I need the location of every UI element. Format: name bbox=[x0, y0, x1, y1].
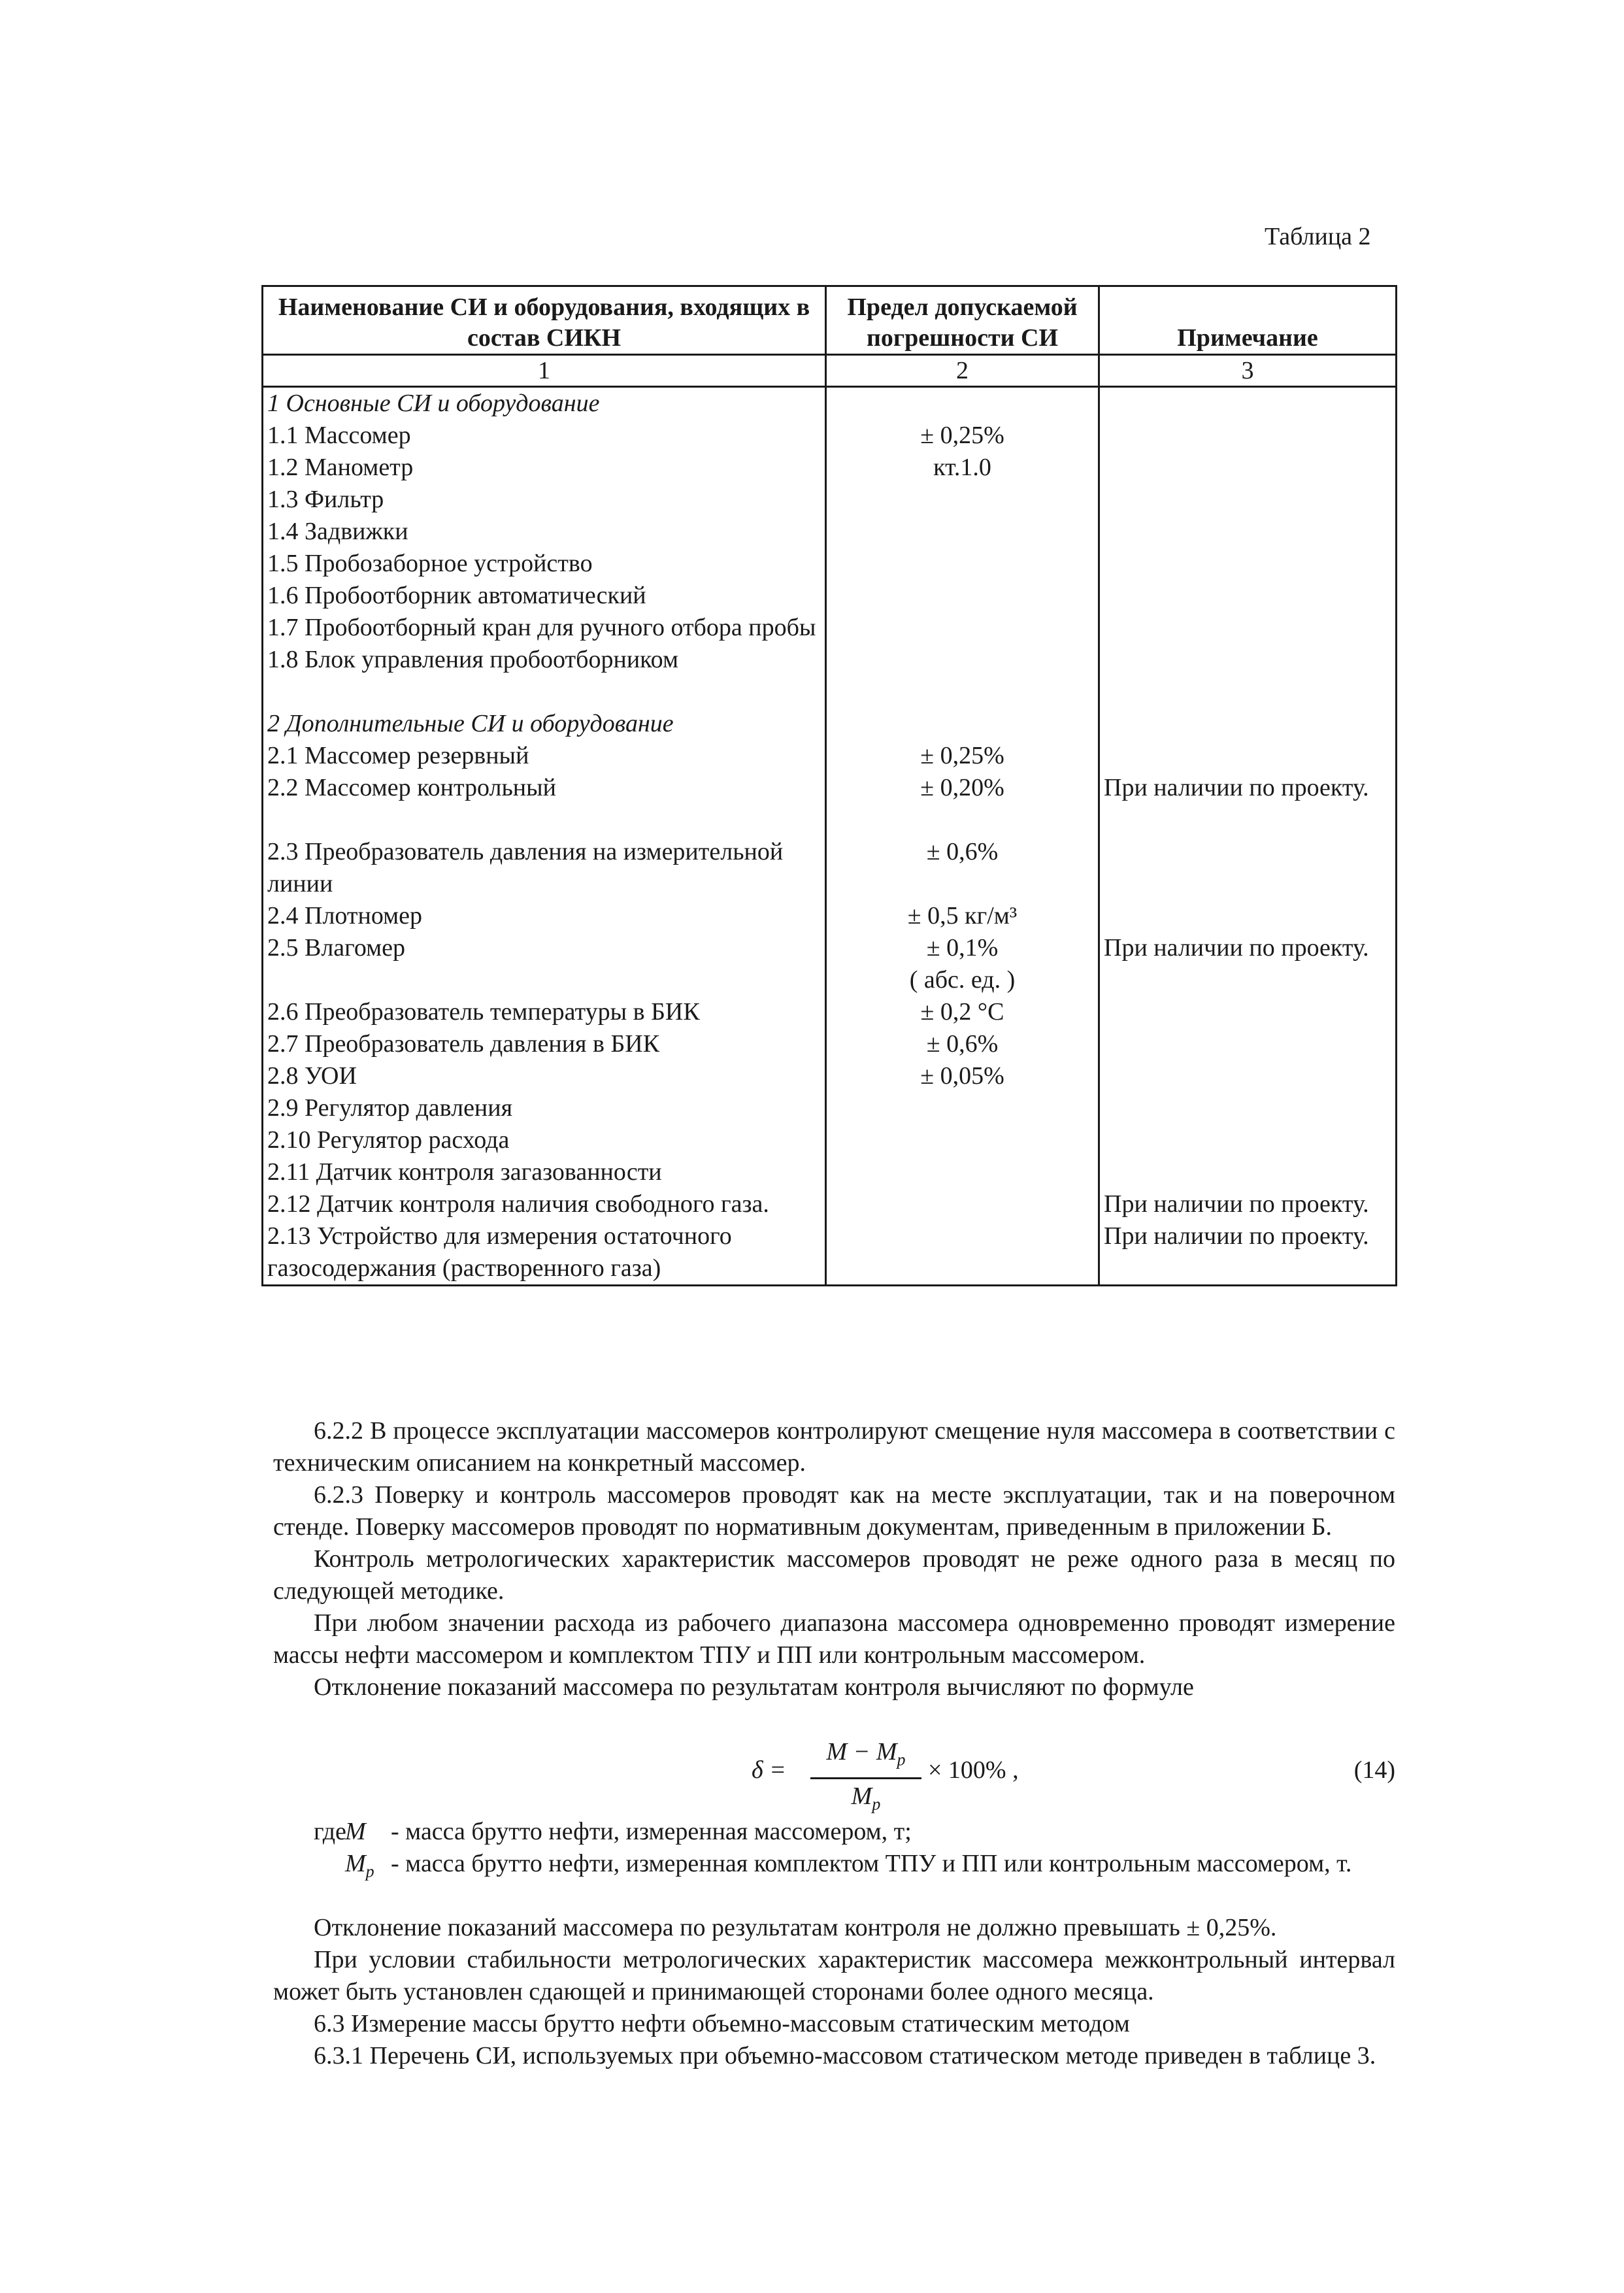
formula-14 bbox=[752, 1737, 1395, 1814]
item-name: 1.3 Фильтр bbox=[263, 484, 826, 516]
header-error: Предел допускаемой погрешности СИ bbox=[826, 286, 1099, 355]
fraction-bar bbox=[810, 1777, 921, 1779]
item-error bbox=[826, 580, 1099, 612]
item-error: ± 0,2 °С bbox=[826, 996, 1099, 1028]
formula-fraction bbox=[810, 1737, 921, 1818]
table-row bbox=[263, 1060, 1397, 1092]
header-note: Примечание bbox=[1099, 286, 1397, 355]
item-error-unit: ( абс. ед. ) bbox=[909, 966, 1016, 994]
symbol-text: M bbox=[345, 1850, 366, 1877]
item-note: При наличии по проекту. bbox=[1099, 772, 1397, 804]
item-name: 2.6 Преобразователь температуры в БИК bbox=[263, 996, 826, 1028]
equation-number: (14) bbox=[1353, 1756, 1395, 1784]
item-error bbox=[826, 1124, 1099, 1156]
item-note: При наличии по проекту. bbox=[1099, 1220, 1397, 1286]
item-name: 2.2 Массомер контрольный bbox=[263, 772, 826, 804]
item-error bbox=[826, 644, 1099, 676]
spacer-row bbox=[263, 676, 1397, 708]
table-row bbox=[263, 1028, 1397, 1060]
formula-lhs: δ = bbox=[752, 1756, 786, 1784]
paragraph: 6.3.1 Перечень СИ, используемых при объемно-массовом статическом методе приведен в таблице 3. bbox=[314, 2042, 1376, 2069]
item-error: ± 0,05% bbox=[826, 1060, 1099, 1092]
item-note bbox=[1099, 580, 1397, 612]
item-error: ± 0,25% bbox=[826, 740, 1099, 772]
equipment-table bbox=[261, 285, 1397, 1286]
definition-text: - масса брутто нефти, измеренная массомером, т; bbox=[391, 1818, 912, 1845]
col-number-3: 3 bbox=[1099, 355, 1397, 387]
item-error: ± 0,5 кг/м³ bbox=[826, 900, 1099, 932]
definition-symbol bbox=[332, 1816, 391, 1848]
table-row bbox=[263, 548, 1397, 580]
item-note bbox=[1099, 1028, 1397, 1060]
paragraph: Отклонение показаний массомера по результатам контроля вычисляют по формуле bbox=[314, 1673, 1194, 1701]
item-error bbox=[826, 1092, 1099, 1124]
table-row bbox=[263, 996, 1397, 1028]
header-name: Наименование СИ и оборудования, входящих в состав СИКН bbox=[263, 286, 826, 355]
table-row bbox=[263, 644, 1397, 676]
formula-numerator bbox=[810, 1737, 921, 1775]
item-note bbox=[1099, 644, 1397, 676]
item-note bbox=[1099, 420, 1397, 452]
table-row bbox=[263, 420, 1397, 452]
item-error bbox=[826, 516, 1099, 548]
definition-lead-blank bbox=[273, 1848, 332, 1888]
section-title: 2 Дополнительные СИ и оборудование bbox=[263, 708, 826, 740]
item-error bbox=[826, 1220, 1099, 1286]
table-row bbox=[263, 516, 1397, 548]
section-row bbox=[263, 387, 1397, 420]
body-text-continued bbox=[273, 1912, 1395, 2072]
paragraph: Отклонение показаний массомера по результатам контроля не должно превышать ± 0,25%. bbox=[314, 1914, 1277, 1941]
item-note bbox=[1099, 1156, 1397, 1188]
item-error: ± 0,6% bbox=[826, 836, 1099, 900]
item-error: ± 0,25% bbox=[826, 420, 1099, 452]
item-note bbox=[1099, 836, 1397, 900]
symbol-text: M bbox=[345, 1818, 366, 1845]
item-note bbox=[1099, 740, 1397, 772]
item-note bbox=[1099, 548, 1397, 580]
item-name: 1.2 Манометр bbox=[263, 452, 826, 484]
formula-definitions bbox=[273, 1816, 1395, 1888]
item-error: ± 0,20% bbox=[826, 772, 1099, 804]
item-name: 2.11 Датчик контроля загазованности bbox=[263, 1156, 826, 1188]
item-error bbox=[826, 1156, 1099, 1188]
item-name: 2.5 Влагомер bbox=[263, 932, 826, 996]
table-row bbox=[263, 452, 1397, 484]
paragraph: При условии стабильности метрологических характеристик массомера межконтрольный интервал может быть установлен сдающей и принимающей сторонами более одного месяца. bbox=[273, 1946, 1395, 2005]
item-name: 1.4 Задвижки bbox=[263, 516, 826, 548]
spacer-row bbox=[263, 804, 1397, 836]
table-row bbox=[263, 1124, 1397, 1156]
item-name: 1.8 Блок управления пробоотборником bbox=[263, 644, 826, 676]
item-error bbox=[826, 548, 1099, 580]
item-note: При наличии по проекту. bbox=[1099, 932, 1397, 996]
denominator-sub: p bbox=[872, 1794, 881, 1814]
item-error bbox=[826, 484, 1099, 516]
table-row bbox=[263, 1220, 1397, 1286]
item-error bbox=[826, 1188, 1099, 1220]
item-name: 2.7 Преобразователь давления в БИК bbox=[263, 1028, 826, 1060]
item-error bbox=[826, 932, 1099, 996]
formula-rhs: × 100% , bbox=[928, 1756, 1019, 1784]
table-row bbox=[263, 836, 1397, 900]
item-name: 2.13 Устройство для измерения остаточного газосодержания (растворенного газа) bbox=[263, 1220, 826, 1286]
definition-row bbox=[273, 1848, 1395, 1888]
item-name: 2.4 Плотномер bbox=[263, 900, 826, 932]
symbol-sub: p bbox=[365, 1862, 374, 1881]
numerator-sub: p bbox=[897, 1750, 906, 1769]
item-name: 2.1 Массомер резервный bbox=[263, 740, 826, 772]
item-note: При наличии по проекту. bbox=[1099, 1188, 1397, 1220]
item-error: кт.1.0 bbox=[826, 452, 1099, 484]
definition-row bbox=[273, 1816, 1395, 1848]
item-note bbox=[1099, 452, 1397, 484]
table-row bbox=[263, 932, 1397, 996]
item-note bbox=[1099, 1060, 1397, 1092]
table-row bbox=[263, 1092, 1397, 1124]
table-row bbox=[263, 580, 1397, 612]
col-number-2: 2 bbox=[826, 355, 1099, 387]
paragraph: Контроль метрологических характеристик массомеров проводят не реже одного раза в месяц по следующей методике. bbox=[273, 1545, 1395, 1605]
item-note bbox=[1099, 996, 1397, 1028]
definition-symbol bbox=[332, 1848, 391, 1888]
item-note bbox=[1099, 484, 1397, 516]
item-name: 1.6 Пробоотборник автоматический bbox=[263, 580, 826, 612]
item-error bbox=[826, 612, 1099, 644]
item-note bbox=[1099, 1124, 1397, 1156]
item-name: 1.1 Массомер bbox=[263, 420, 826, 452]
table-caption: Таблица 2 bbox=[1265, 223, 1371, 250]
item-name: 2.9 Регулятор давления bbox=[263, 1092, 826, 1124]
table-row bbox=[263, 772, 1397, 804]
body-text bbox=[273, 1415, 1395, 1703]
paragraph: 6.3 Измерение массы брутто нефти объемно-массовым статическим методом bbox=[314, 2010, 1130, 2037]
paragraph: 6.2.2 В процессе эксплуатации массомеров контролируют смещение нуля массомера в соответствии с техническим описанием на конкретный массомер. bbox=[273, 1417, 1395, 1477]
item-note bbox=[1099, 900, 1397, 932]
item-name: 2.8 УОИ bbox=[263, 1060, 826, 1092]
column-number-row bbox=[263, 355, 1397, 387]
item-name: 2.3 Преобразователь давления на измерительной линии bbox=[263, 836, 826, 900]
section-row bbox=[263, 708, 1397, 740]
item-note bbox=[1099, 516, 1397, 548]
table-row bbox=[263, 612, 1397, 644]
item-note bbox=[1099, 1092, 1397, 1124]
definition-lead: где bbox=[314, 1818, 346, 1845]
definition-text: - масса брутто нефти, измеренная комплектом ТПУ и ПП или контрольным массомером, т. bbox=[391, 1850, 1352, 1877]
item-error: ± 0,6% bbox=[826, 1028, 1099, 1060]
item-name: 1.5 Пробозаборное устройство bbox=[263, 548, 826, 580]
denominator-text: M bbox=[851, 1782, 872, 1810]
col-number-1: 1 bbox=[263, 355, 826, 387]
section-title: 1 Основные СИ и оборудование bbox=[263, 387, 826, 420]
table-row bbox=[263, 1188, 1397, 1220]
table-row bbox=[263, 484, 1397, 516]
table-row bbox=[263, 740, 1397, 772]
paragraph: При любом значении расхода из рабочего диапазона массомера одновременно проводят измерение массы нефти массомером и комплектом ТПУ и ПП или контрольным массомером. bbox=[273, 1609, 1395, 1669]
item-error-value: ± 0,1% bbox=[926, 934, 999, 962]
paragraph: 6.2.3 Поверку и контроль массомеров проводят как на месте эксплуатации, так и на поверочном стенде. Поверку массомеров проводят по нормативным документам, приведенным в приложении Б. bbox=[273, 1481, 1395, 1541]
formula-denominator bbox=[810, 1782, 921, 1819]
item-name: 2.10 Регулятор расхода bbox=[263, 1124, 826, 1156]
table-row bbox=[263, 900, 1397, 932]
table-row bbox=[263, 1156, 1397, 1188]
item-name: 2.12 Датчик контроля наличия свободного газа. bbox=[263, 1188, 826, 1220]
numerator-text: M − M bbox=[826, 1738, 897, 1766]
item-note bbox=[1099, 612, 1397, 644]
table-header-row bbox=[263, 286, 1397, 355]
item-name: 1.7 Пробоотборный кран для ручного отбора пробы bbox=[263, 612, 826, 644]
